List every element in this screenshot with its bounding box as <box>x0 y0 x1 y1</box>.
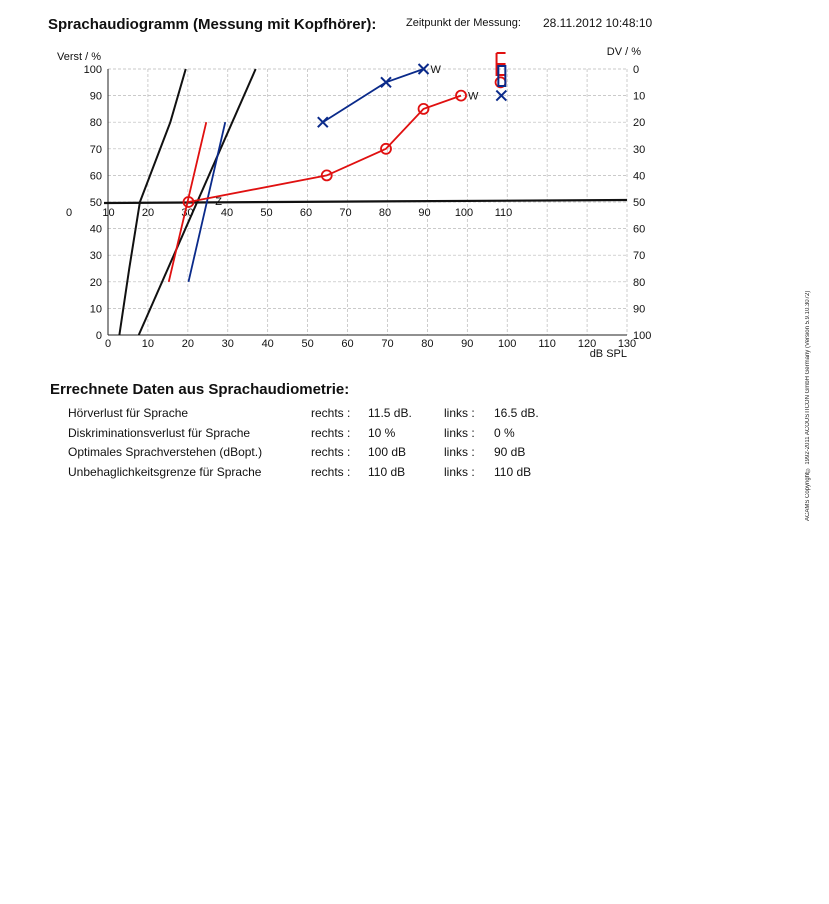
y-left-tick-label: 80 <box>89 117 102 130</box>
y-right-tick-label: 40 <box>633 170 646 183</box>
result-left-key: links : <box>444 425 475 440</box>
y-right-tick-label: 30 <box>633 143 646 156</box>
y-right-tick-label: 90 <box>633 303 646 316</box>
x-inner-tick-label: 60 <box>299 207 313 219</box>
result-right-key: rechts : <box>311 406 351 420</box>
page-title: Sprachaudiogramm (Messung mit Kopfhörer): <box>48 16 377 33</box>
y-right-tick-label: 100 <box>633 330 652 342</box>
result-label: Diskriminationsverlust für Sprache <box>68 425 251 440</box>
x-inner-tick-label: 40 <box>220 207 234 219</box>
series-end-label: W <box>468 90 479 103</box>
x-bottom-tick-label: 110 <box>538 338 556 350</box>
x-bottom-tick-label: 50 <box>301 338 314 350</box>
x-bottom-tick-label: 0 <box>104 338 112 350</box>
result-left-value: 110 dB <box>494 464 532 479</box>
data-point-left <box>381 77 391 87</box>
y-right-tick-label: 80 <box>633 276 646 289</box>
y-left-tick-label: 20 <box>89 276 102 289</box>
y-left-tick-label: 70 <box>89 143 102 156</box>
result-right-key: rechts : <box>311 464 351 479</box>
x-bottom-tick-label: 30 <box>221 338 234 350</box>
result-left-key: links : <box>444 464 475 479</box>
x-inner-tick-label: 20 <box>141 207 155 219</box>
results-title: Errechnete Daten aus Sprachaudiometrie: <box>50 381 350 398</box>
y-left-tick-label: 100 <box>83 64 102 76</box>
y-right-tick-label: 20 <box>633 117 646 130</box>
y-left-tick-label: 50 <box>89 197 102 209</box>
copyright-note: ACAMS Copyright© 1992-2011 ACOUSTICON GmbH Germany (Version 5.9.10.3072) <box>805 290 811 521</box>
x-bottom-tick-label: 40 <box>261 338 274 350</box>
result-label: Unbehaglichkeitsgrenze für Sprache <box>68 464 262 479</box>
x-bottom-tick-label: 60 <box>341 338 354 350</box>
measurement-time-value: 28.11.2012 10:48:10 <box>543 16 653 30</box>
x-bottom-tick-label: 130 <box>617 338 637 350</box>
result-left-key: links : <box>444 406 475 420</box>
result-left-value: 16.5 dB. <box>494 406 539 420</box>
results-table <box>68 406 588 484</box>
measurement-time-label: Zeitpunkt der Messung: <box>406 17 521 29</box>
x-inner-tick-label: 80 <box>378 207 392 219</box>
result-right-value: 100 dB <box>368 445 407 459</box>
y-left-axis-title: Verst / % <box>56 51 101 63</box>
results-row-hearing-loss <box>68 406 588 426</box>
y-right-tick-label: 50 <box>633 197 646 209</box>
x-bottom-tick-label: 20 <box>181 338 194 350</box>
y-right-tick-label: 70 <box>633 250 646 263</box>
y-right-tick-label: 0 <box>633 64 640 76</box>
y-left-tick-label: 90 <box>89 90 102 103</box>
result-right-value: 110 dB <box>368 464 406 479</box>
y-right-axis-title: DV / % <box>606 46 641 58</box>
point-label: Z <box>215 196 222 208</box>
y-right-tick-label: 60 <box>633 223 646 236</box>
y-left-tick-label: 40 <box>89 223 102 236</box>
x-axis-title: dB SPL <box>589 348 627 360</box>
y-left-tick-label: 60 <box>89 170 102 183</box>
x-inner-tick-label: 90 <box>418 207 431 219</box>
x-bottom-tick-label: 100 <box>498 338 517 350</box>
x-inner-tick-label: 0 <box>65 207 73 219</box>
y-left-tick-label: 10 <box>89 303 102 316</box>
result-right-key: rechts : <box>311 445 351 459</box>
result-right-key: rechts : <box>311 425 351 440</box>
results-row-discrimination-loss <box>68 426 588 446</box>
x-bottom-tick-label: 10 <box>141 338 155 350</box>
series-end-label: W <box>430 64 441 76</box>
x-bottom-tick-label: 70 <box>381 338 394 350</box>
result-right-value: 10 % <box>368 425 396 440</box>
result-label: Hörverlust für Sprache <box>68 406 189 420</box>
result-right-value: 11.5 dB. <box>368 406 412 420</box>
y-left-tick-label: 0 <box>95 330 102 342</box>
result-left-value: 0 % <box>494 425 515 440</box>
speech-audiogram-chart <box>0 0 829 370</box>
result-left-key: links : <box>444 445 475 459</box>
x-inner-tick-label: 70 <box>339 207 352 219</box>
y-right-tick-label: 10 <box>633 90 646 103</box>
x-inner-tick-label: 110 <box>494 207 513 219</box>
x-inner-tick-label: 10 <box>102 207 115 219</box>
x-inner-tick-label: 100 <box>454 207 474 219</box>
reference-line-50 <box>104 200 627 203</box>
x-bottom-tick-label: 90 <box>461 338 474 350</box>
y-left-tick-label: 30 <box>89 250 102 263</box>
x-bottom-tick-label: 120 <box>577 338 597 350</box>
results-row-optimal-speech <box>68 445 588 465</box>
result-left-value: 90 dB <box>494 445 526 459</box>
results-row-discomfort-level <box>68 465 588 485</box>
x-inner-tick-label: 30 <box>181 207 194 219</box>
x-bottom-tick-label: 80 <box>421 338 434 350</box>
result-label: Optimales Sprachverstehen (dBopt.) <box>68 445 263 459</box>
x-inner-tick-label: 50 <box>260 207 273 219</box>
